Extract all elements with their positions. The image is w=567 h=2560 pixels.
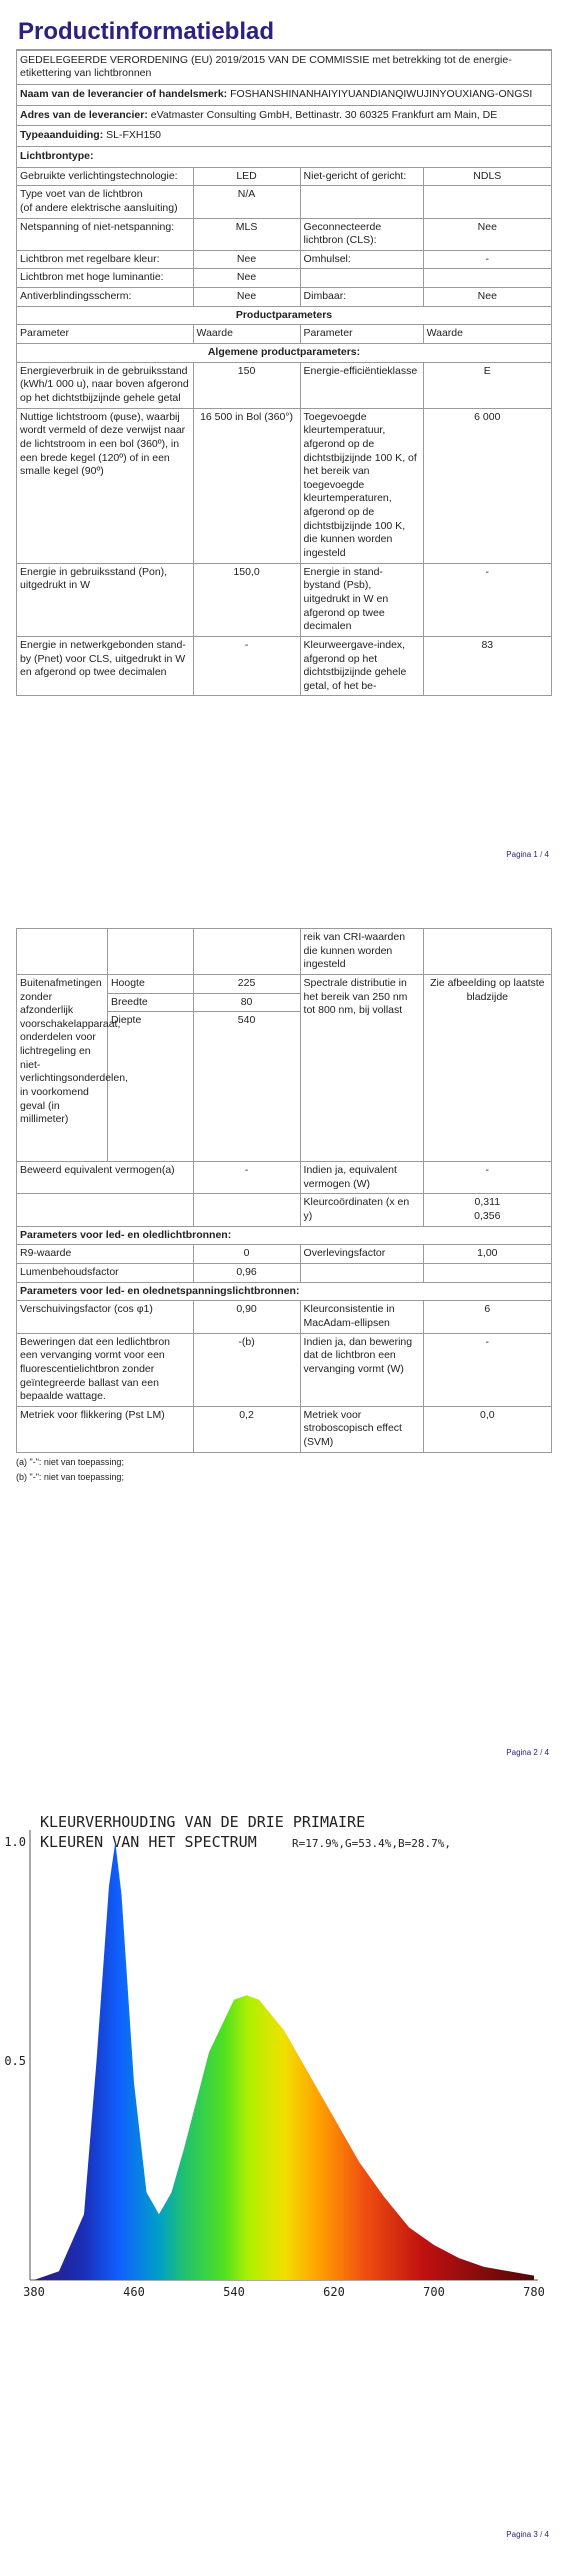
general-param-cell: - <box>193 636 300 696</box>
equiv-cell: Indien ja, equivalent vermogen (W) <box>300 1162 423 1194</box>
dim-name: Hoogte <box>107 974 193 993</box>
type-cell: Nee <box>423 218 551 250</box>
equiv-cell: Beweerd equivalent vermogen(a) <box>17 1162 194 1194</box>
type-cell: Nee <box>193 250 300 269</box>
dim-value: 225 <box>193 974 300 993</box>
led-param-row <box>17 1245 552 1264</box>
general-param-cell: Energie in gebruiksstand (Pon), uitgedrukt in W <box>17 563 194 636</box>
type-cell: Type voet van de lichtbron (of andere elektrische aansluiting) <box>17 186 194 218</box>
type-cell: Niet-gericht of gericht: <box>300 167 423 186</box>
cri-continuation: reik van CRI-waarden die kunnen worden ingesteld <box>300 929 423 975</box>
type-row <box>17 167 552 186</box>
spectral-param: Spectrale distributie in het bereik van 250 nm tot 800 nm, bij vollast <box>300 974 423 1161</box>
x-tick-label: 620 <box>323 2285 345 2299</box>
type-row <box>17 288 552 307</box>
page-title: Productinformatieblad <box>16 18 552 50</box>
footnote-a: (a) "-": niet van toepassing; <box>16 1456 124 1467</box>
general-param-cell: Energie-efficiëntieklasse <box>300 362 423 408</box>
mains-param-cell: 0,90 <box>193 1301 300 1333</box>
equiv-row <box>17 1162 552 1194</box>
info-table-2 <box>16 928 552 1453</box>
page-2 <box>16 928 552 1484</box>
supplier-label: Naam van de leverancier of handelsmerk: <box>20 88 228 101</box>
equiv-cell: - <box>193 1162 300 1194</box>
type-cell: Lichtbron met hoge luminantie: <box>17 269 194 288</box>
led-param-cell: R9-waarde <box>17 1245 194 1264</box>
mains-param-cell: 0,2 <box>193 1406 300 1452</box>
x-tick-label: 380 <box>23 2285 45 2299</box>
dimensions-label: Buitenafmetingen zonder afzonderlijk voorschakelapparaat, onderdelen voor lichtregeling en niet-verlichtingsonderdelen, in voorkomend geval (in millimeter) <box>17 974 108 1161</box>
info-table <box>16 50 552 697</box>
type-row <box>17 218 552 250</box>
x-tick-label: 780 <box>523 2285 545 2299</box>
general-param-cell: 6 000 <box>423 408 551 563</box>
equiv-row <box>17 1194 552 1226</box>
address-row <box>17 105 552 126</box>
spectrum-area <box>34 1842 534 2280</box>
page-number-3: Pagina 3 / 4 <box>506 2530 549 2539</box>
type-cell: Lichtbron met regelbare kleur: <box>17 250 194 269</box>
led-param-cell <box>423 1264 551 1283</box>
dim-value: 540 <box>193 1012 300 1162</box>
spectrum-ratio: R=17.9%,G=53.4%,B=28.7%, <box>292 1837 451 1850</box>
mains-param-cell: Kleurconsistentie in MacAdam-ellipsen <box>300 1301 423 1333</box>
led-param-cell: 0 <box>193 1245 300 1264</box>
spectrum-title-2: KLEUREN VAN HET SPECTRUM <box>40 1833 257 1851</box>
equiv-cell <box>193 1194 300 1226</box>
column-header: Waarde <box>423 325 551 344</box>
dim-name: Breedte <box>107 993 193 1012</box>
general-param-cell: 150 <box>193 362 300 408</box>
led-param-cell <box>300 1264 423 1283</box>
mains-param-cell: - <box>423 1333 551 1406</box>
general-params-header: Algemene productparameters: <box>17 344 552 363</box>
equiv-cell: Kleurcoördinaten (x en y) <box>300 1194 423 1226</box>
type-cell: Netspanning of niet-netspanning: <box>17 218 194 250</box>
led-param-cell: 1,00 <box>423 1245 551 1264</box>
type-cell: Dimbaar: <box>300 288 423 307</box>
general-param-row <box>17 636 552 696</box>
mains-param-cell: Indien ja, dan bewering dat de lichtbron een vervanging vormt (W) <box>300 1333 423 1406</box>
y-tick-label: 0.5 <box>4 2054 26 2068</box>
spectrum-chart <box>0 1780 567 2340</box>
general-param-cell: Energie in stand-bystand (Psb), uitgedrukt in W en afgerond op twee decimalen <box>300 563 423 636</box>
type-cell: LED <box>193 167 300 186</box>
general-param-cell: Toegevoegde kleurtemperatuur, afgerond op de dichtstbijzijnde 100 K, of het bereik van toegevoegde kleurtemperaturen, afgerond op de dichtstbijzijnde 100 K, die kunnen worden ingesteld <box>300 408 423 563</box>
mains-params-header: Parameters voor led- en olednetspanningslichtbronnen: <box>17 1282 552 1301</box>
x-tick-label: 540 <box>223 2285 245 2299</box>
type-cell: NDLS <box>423 167 551 186</box>
mains-param-cell: Verschuivingsfactor (cos φ1) <box>17 1301 194 1333</box>
type-row <box>17 186 552 218</box>
general-param-cell: Kleurweergave-index, afgerond op het dichtstbijzijnde gehele getal, of het be- <box>300 636 423 696</box>
general-param-row <box>17 408 552 563</box>
mains-param-cell: Beweringen dat een ledlichtbron een vervanging vormt voor een fluorescentielichtbron zonder geïntegreerde ballast van een bepaalde wattage. <box>17 1333 194 1406</box>
page-number-1: Pagina 1 / 4 <box>506 850 549 859</box>
product-params-header: Productparameters <box>17 306 552 325</box>
dim-name: Diepte <box>107 1012 193 1162</box>
model-label: Typeaanduiding: <box>20 129 104 142</box>
mains-param-cell: 6 <box>423 1301 551 1333</box>
x-tick-label: 700 <box>423 2285 445 2299</box>
equiv-cell: 0,311 0,356 <box>423 1194 551 1226</box>
y-tick-label: 1.0 <box>4 1835 26 1849</box>
general-param-cell: 83 <box>423 636 551 696</box>
type-cell: Antiverblindingsscherm: <box>17 288 194 307</box>
type-cell: N/A <box>193 186 300 218</box>
spectral-value: Zie afbeelding op laatste bladzijde <box>423 974 551 1161</box>
general-param-cell: - <box>423 563 551 636</box>
page-1 <box>16 18 552 696</box>
type-cell: Nee <box>423 288 551 307</box>
type-cell: MLS <box>193 218 300 250</box>
regulation-text: GEDELEGEERDE VERORDENING (EU) 2019/2015 VAN DE COMMISSIE met betrekking tot de energie-etikettering van lichtbronnen <box>17 50 552 84</box>
address-value: eVatmaster Consulting GmbH, Bettinastr. 30 60325 Frankfurt am Main, DE <box>150 108 498 121</box>
mains-param-cell: Metriek voor stroboscopisch effect (SVM) <box>300 1406 423 1452</box>
general-param-cell: 16 500 in Bol (360°) <box>193 408 300 563</box>
mains-param-cell: -(b) <box>193 1333 300 1406</box>
type-row <box>17 250 552 269</box>
supplier-row <box>17 85 552 106</box>
column-header: Parameter <box>17 325 194 344</box>
led-param-row <box>17 1264 552 1283</box>
type-row <box>17 269 552 288</box>
footnote-b: (b) "-": niet van toepassing; <box>16 1472 124 1483</box>
column-header: Waarde <box>193 325 300 344</box>
equiv-cell <box>17 1194 194 1226</box>
address-label: Adres van de leverancier: <box>20 108 148 121</box>
model-value: SL-FXH150 <box>106 129 162 142</box>
general-param-cell: Energieverbruik in de gebruiksstand (kWh/1 000 u), naar boven afgerond op het dichtstbijzijnde gehele getal <box>17 362 194 408</box>
general-param-cell: Nuttige lichtstroom (φuse), waarbij wordt vermeld of deze verwijst naar de lichtstroom in een bol (360º), in een brede kegel (120º) of in een smalle kegel (90º) <box>17 408 194 563</box>
type-cell <box>423 269 551 288</box>
page-number-2: Pagina 2 / 4 <box>506 1748 549 1757</box>
type-cell: Geconnecteerde lichtbron (CLS): <box>300 218 423 250</box>
column-header: Parameter <box>300 325 423 344</box>
type-cell: Gebruikte verlichtingstechnologie: <box>17 167 194 186</box>
type-cell: Nee <box>193 288 300 307</box>
equiv-cell: - <box>423 1162 551 1194</box>
type-cell <box>300 186 423 218</box>
led-param-cell: Overlevingsfactor <box>300 1245 423 1264</box>
lightsource-type-label: Lichtbrontype: <box>17 147 552 168</box>
x-tick-label: 460 <box>123 2285 145 2299</box>
general-param-cell: Energie in netwerkgebonden stand-by (Pnet) voor CLS, uitgedrukt in W en afgerond op twee decimalen <box>17 636 194 696</box>
led-params-header: Parameters voor led- en oledlichtbronnen: <box>17 1226 552 1245</box>
spectrum-figure <box>0 1780 567 2340</box>
general-param-cell: E <box>423 362 551 408</box>
mains-param-row <box>17 1301 552 1333</box>
general-param-row <box>17 362 552 408</box>
led-param-cell: Lumenbehoudsfactor <box>17 1264 194 1283</box>
spectrum-title-1: KLEURVERHOUDING VAN DE DRIE PRIMAIRE <box>40 1813 366 1831</box>
type-cell <box>423 186 551 218</box>
type-cell <box>300 269 423 288</box>
supplier-value: FOSHANSHINANHAIYIYUANDIANQIWUJINYOUXIANG-ONGSI <box>230 88 533 101</box>
dim-value: 80 <box>193 993 300 1012</box>
general-param-cell: 150,0 <box>193 563 300 636</box>
mains-param-row <box>17 1333 552 1406</box>
type-cell: Nee <box>193 269 300 288</box>
led-param-cell: 0,96 <box>193 1264 300 1283</box>
mains-param-cell: 0,0 <box>423 1406 551 1452</box>
general-param-row <box>17 563 552 636</box>
mains-param-row <box>17 1406 552 1452</box>
model-row <box>17 126 552 147</box>
type-cell: Omhulsel: <box>300 250 423 269</box>
type-cell: - <box>423 250 551 269</box>
mains-param-cell: Metriek voor flikkering (Pst LM) <box>17 1406 194 1452</box>
